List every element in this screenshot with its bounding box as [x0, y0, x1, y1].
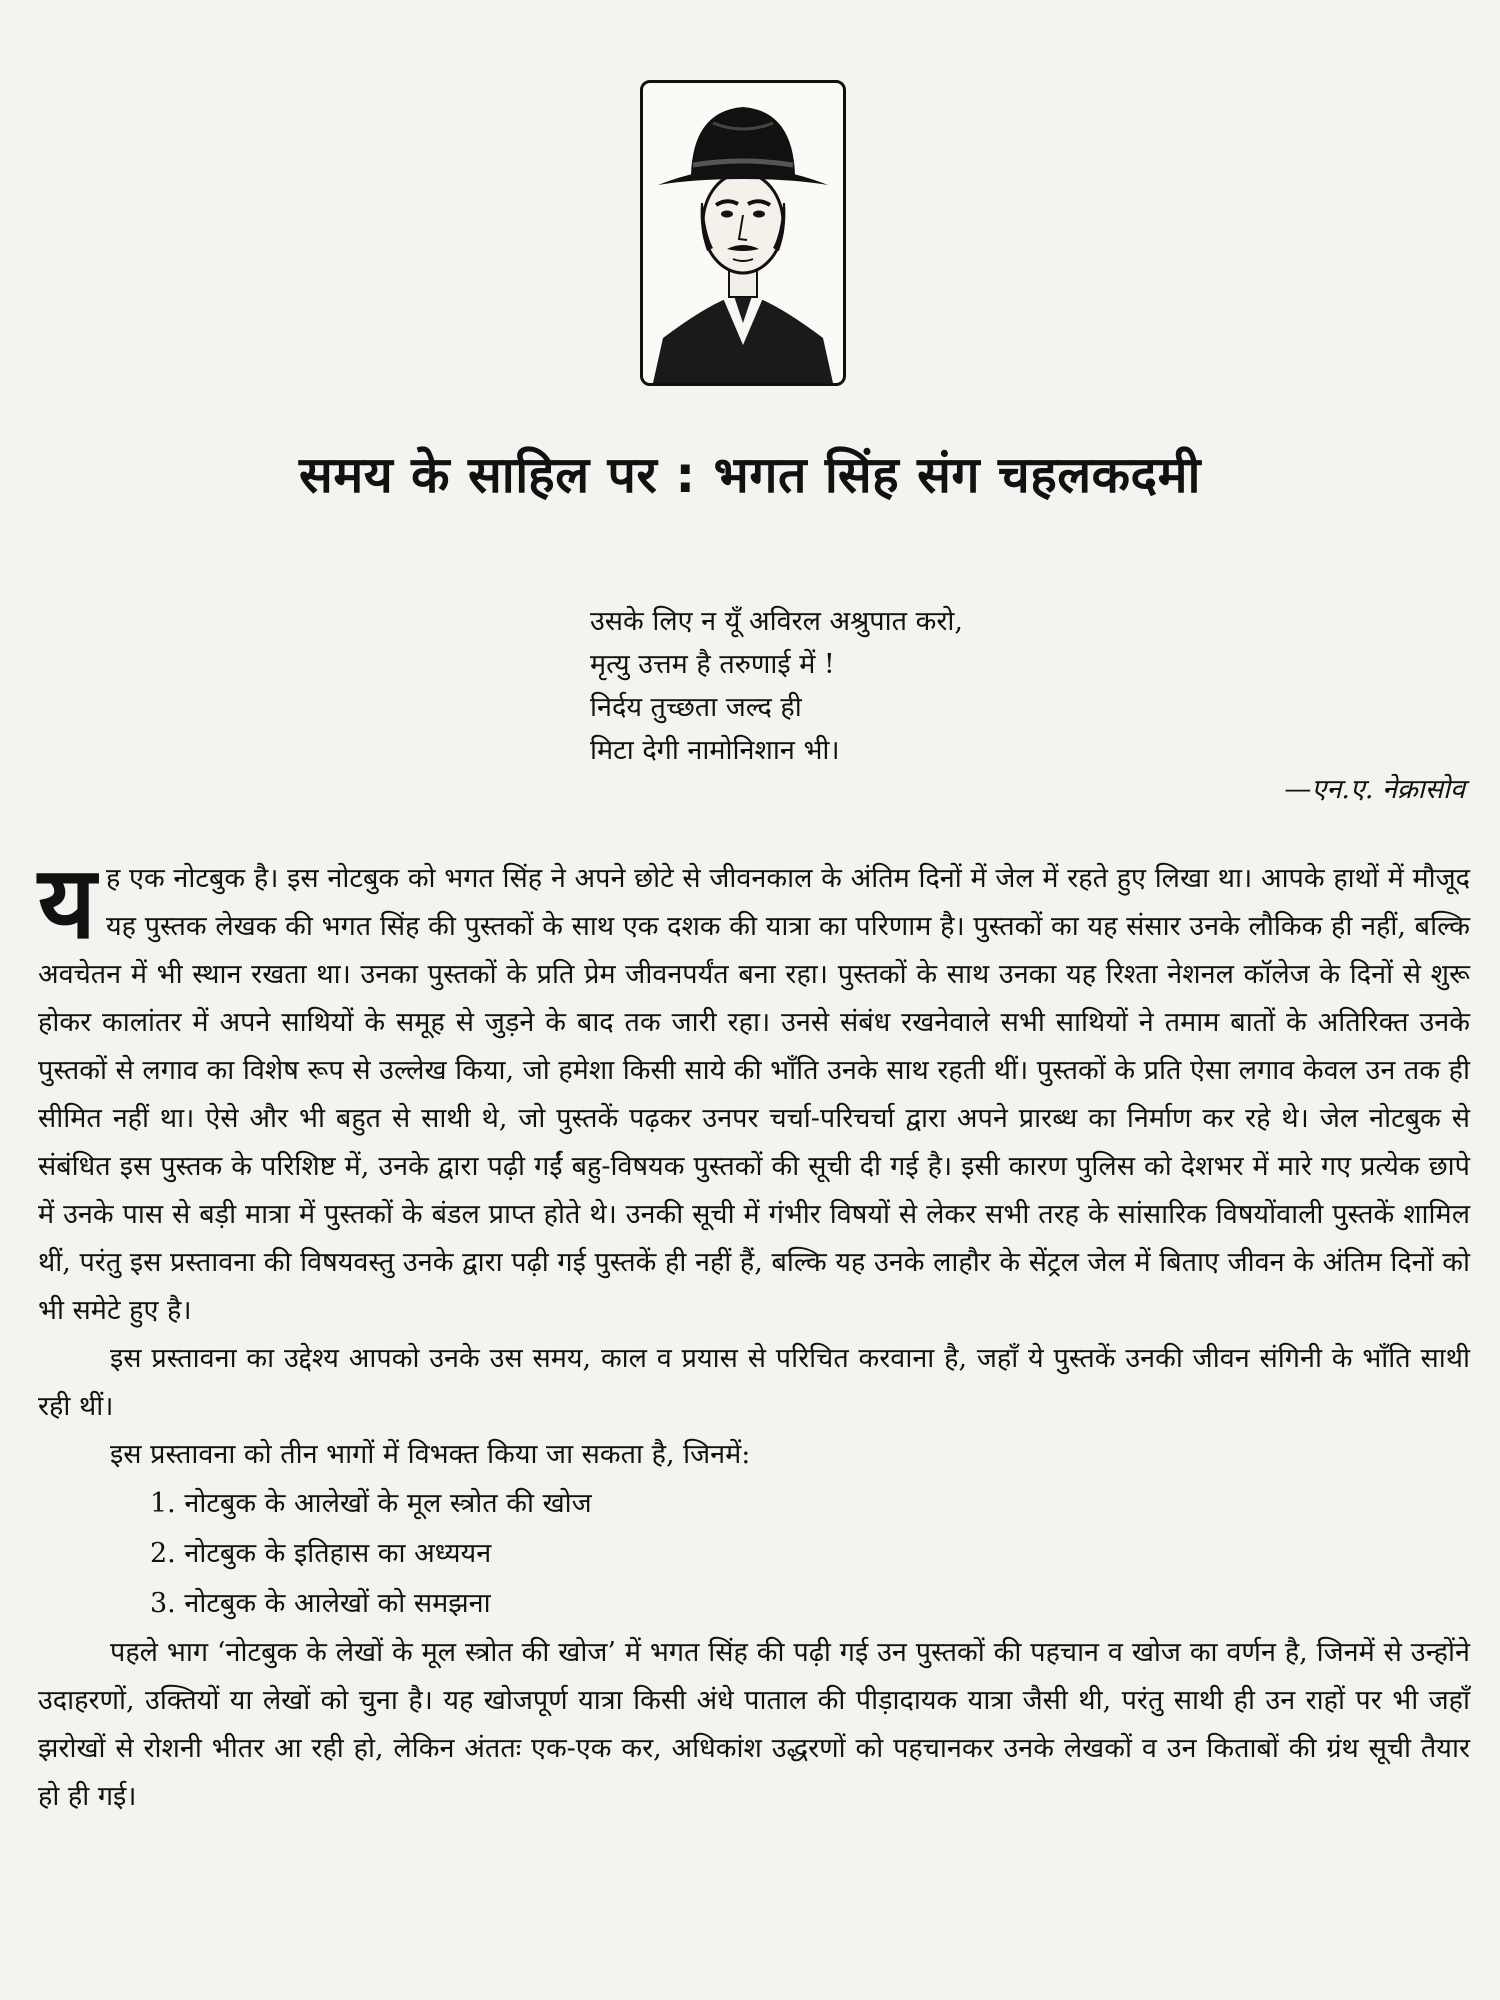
paragraph-1 — [38, 844, 1470, 1335]
portrait-image — [640, 80, 846, 386]
portrait-illustration — [643, 83, 843, 383]
paragraph-2: इस प्रस्तावना का उद्देश्य आपको उनके उस समय, काल व प्रयास से परिचित करवाना है, जहाँ ये पुस्तकें उनकी जीवन संगिनी के भाँति साथी रही थीं। — [38, 1343, 1470, 1422]
poem-line: मृत्यु उत्तम है तरुणाई में ! — [590, 649, 835, 680]
poem-line: मिटा देगी नामोनिशान भी। — [590, 735, 840, 766]
list-item: 2. नोटबुक के इतिहास का अध्ययन — [150, 1538, 492, 1569]
paragraph-3: इस प्रस्तावना को तीन भागों में विभक्त किया जा सकता है, जिनमें: — [110, 1439, 751, 1470]
poem-line: उसके लिए न यूँ अविरल अश्रुपात करो, — [590, 606, 963, 637]
list-item: 1. नोटबुक के आलेखों के मूल स्त्रोत की खोज — [150, 1488, 592, 1519]
chapter-title: समय के साहिल पर : भगत सिंह संग चहलकदमी — [299, 446, 1201, 504]
body-text — [38, 844, 1470, 1821]
poem-attribution: —एन.ए. नेक्रासोव — [1284, 774, 1465, 805]
list-item: 3. नोटबुक के आलेखों को समझना — [150, 1588, 491, 1619]
drop-cap: य — [38, 844, 96, 961]
poem-line: निर्दय तुच्छता जल्द ही — [590, 692, 802, 723]
paragraph-text: ह एक नोटबुक है। इस नोटबुक को भगत सिंह ने अपने छोटे से जीवनकाल के अंतिम दिनों में जेल में रहते हुए लिखा था। आपके हाथों में मौजूद यह पुस्तक लेखक की भगत सिंह की पुस्तकों के साथ एक दशक की यात्रा का परिणाम है। पुस्तकों का यह संसार उनके लौकिक ही नहीं, बल्कि अवचेतन में भी स्थान रखता था। उनका पुस्तकों के प्रति प्रेम जीवनपर्यंत बना रहा। पुस्तकों के साथ उनका यह रिश्ता नेशनल कॉलेज के दिनों से शुरू होकर कालांतर में अपने साथियों के समूह से जुड़ने के बाद तक जारी रहा। उनसे संबंध रखनेवाले सभी साथियों ने तमाम बातों के अतिरिक्त उनके पुस्तकों से लगाव का विशेष रूप से उल्लेख किया, जो हमेशा किसी साये की भाँति उनके साथ रहती थीं। पुस्तकों के प्रति ऐसा लगाव केवल उन तक ही सीमित नहीं था। ऐसे और भी बहुत से साथी थे, जो पुस्तकें पढ़कर उनपर चर्चा-परिचर्चा द्वारा अपने प्रारब्ध का निर्माण कर रहे थे। जेल नोटबुक से संबंधित इस पुस्तक के परिशिष्ट में, उनके द्वारा पढ़ी गईं बहु-विषयक पुस्तकों की सूची दी गई है। इसी कारण पुलिस को देशभर में मारे गए प्रत्येक छापे में उनके पास से बड़ी मात्रा में पुस्तकों के बंडल प्राप्त होते थे। उनकी सूची में गंभीर विषयों से लेकर सभी तरह के सांसारिक विषयोंवाली पुस्तकें शामिल थीं, परंतु इस प्रस्तावना की विषयवस्तु उनके द्वारा पढ़ी गई पुस्तकें ही नहीं हैं, बल्कि यह उनके लाहौर के सेंट्रल जेल में बिताए जीवन के अंतिम दिनों को भी समेटे हुए है। — [38, 863, 1470, 1326]
numbered-list — [38, 1479, 1470, 1629]
epigraph-poem — [590, 600, 1290, 772]
paragraph-4: पहले भाग ‘नोटबुक के लेखों के मूल स्त्रोत की खोज’ में भगत सिंह की पढ़ी गई उन पुस्तकों की पहचान व खोज का वर्णन है, जिनमें से उन्होंने उदाहरणों, उक्तियों या लेखों को चुना है। यह खोजपूर्ण यात्रा किसी अंधे पाताल की पीड़ादायक यात्रा जैसी थी, परंतु साथी ही उन राहों पर भी जहाँ झरोखों से रोशनी भीतर आ रही हो, लेकिन अंततः एक-एक कर, अधिकांश उद्धरणों को पहचानकर उनके लेखकों व उन किताबों की ग्रंथ सूची तैयार हो ही गई। — [38, 1637, 1470, 1812]
